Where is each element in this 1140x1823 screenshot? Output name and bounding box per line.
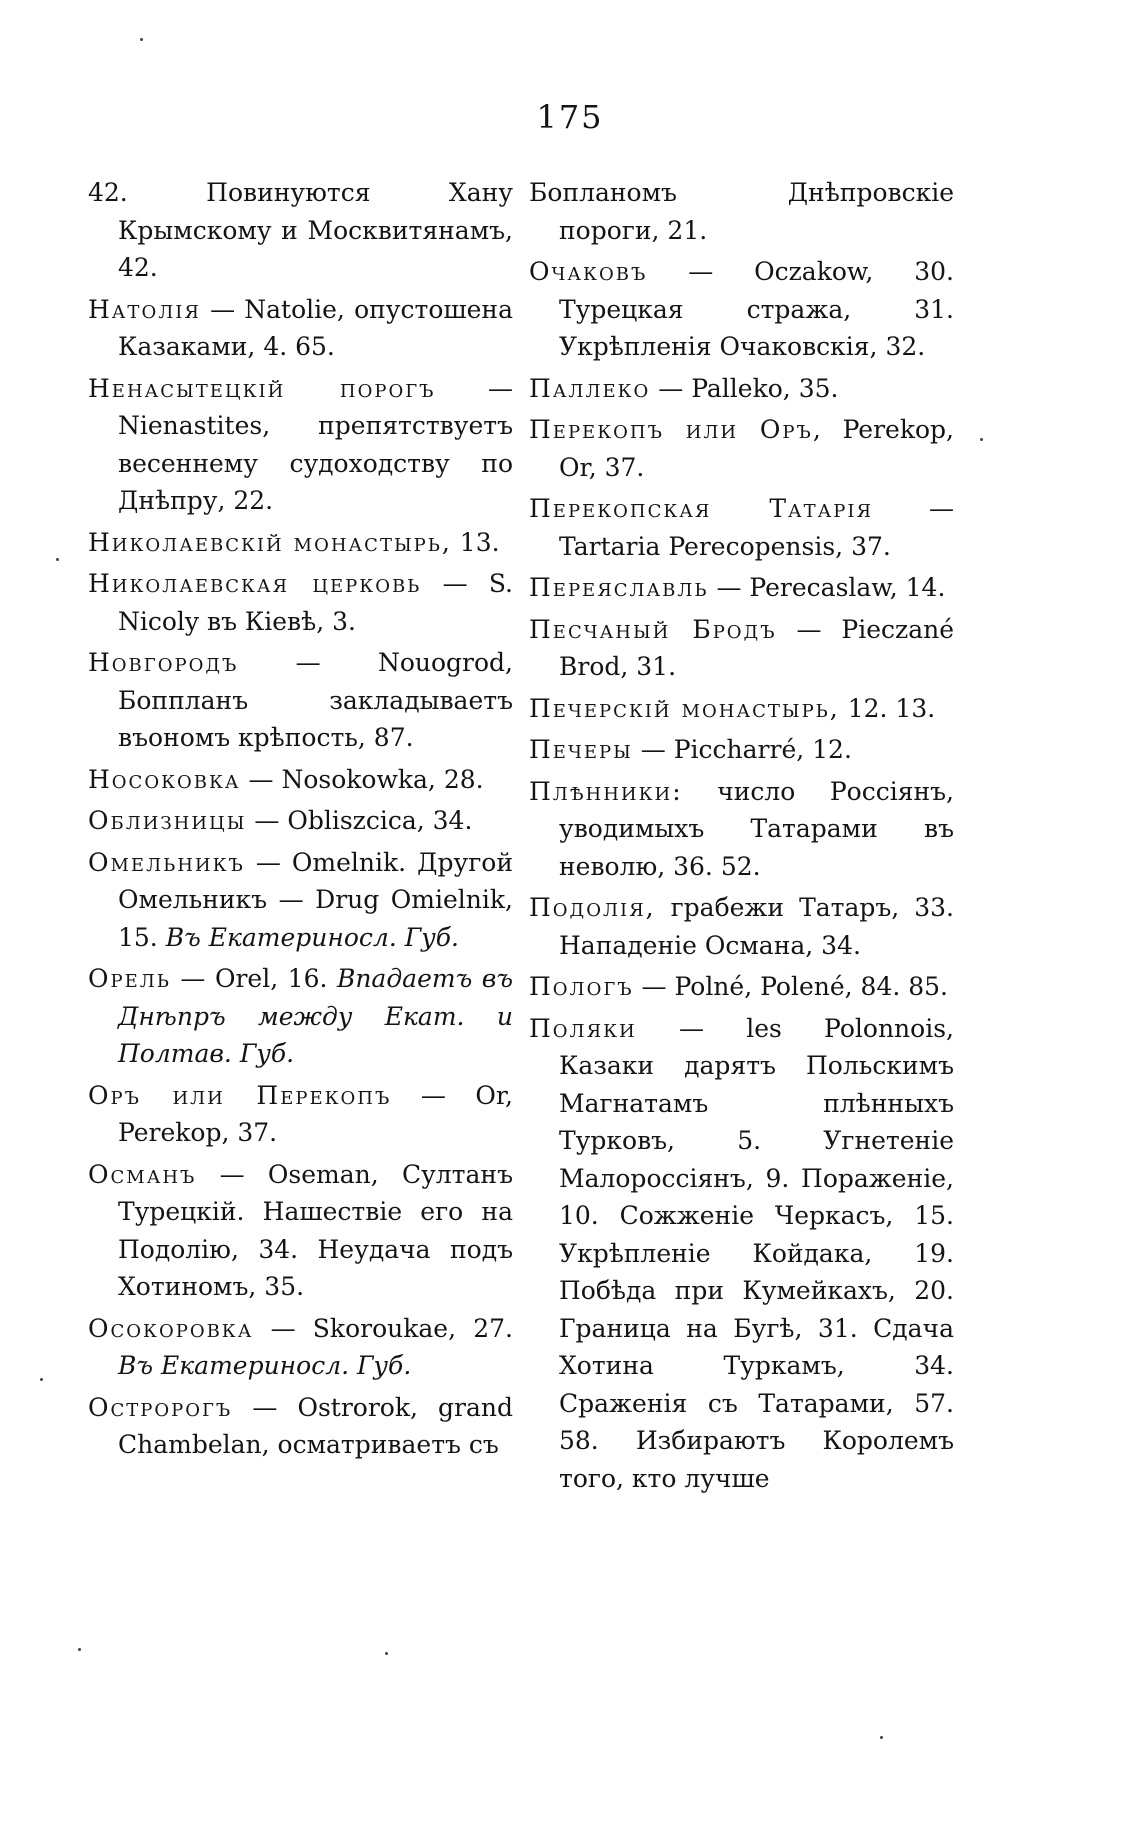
entry-text: — Piccharré, 12. bbox=[632, 735, 852, 764]
index-entry bbox=[88, 174, 513, 287]
index-entry bbox=[529, 174, 954, 249]
entry-headword: Новгородъ bbox=[88, 648, 239, 677]
entry-text: число Россіянъ, уводимыхъ Татарами въ неволю, 36. 52. bbox=[559, 776, 954, 881]
entry-headword: Носоковка bbox=[88, 764, 241, 794]
entry-text: 13. bbox=[451, 527, 500, 557]
entry-text: — Obliszcica, 34. bbox=[246, 806, 473, 835]
entry-text: — Natolie, опустошена Казаками, 4. 65. bbox=[118, 294, 513, 361]
index-entry bbox=[529, 690, 954, 728]
page-number: 175 bbox=[536, 98, 604, 136]
index-entry bbox=[529, 773, 954, 886]
index-entry bbox=[529, 611, 954, 686]
entry-text: — Nouogrod, Боппланъ закладываетъ въономъ крѣпость, 87. bbox=[118, 648, 513, 752]
entry-headword: Плѣнники: bbox=[529, 776, 683, 806]
entry-headword: Песчаный Бродъ bbox=[529, 614, 777, 644]
entry-text: Perekop, Or, 37. bbox=[559, 415, 954, 482]
scan-speck bbox=[880, 1736, 883, 1739]
index-entry bbox=[88, 1077, 513, 1152]
scan-speck bbox=[40, 1378, 43, 1381]
entry-headword: Омельникъ bbox=[88, 847, 245, 877]
index-entry bbox=[88, 1389, 513, 1464]
scan-speck bbox=[140, 38, 143, 41]
entry-headword: Поляки bbox=[529, 1013, 637, 1043]
index-entry bbox=[529, 411, 954, 486]
scan-speck bbox=[78, 1648, 81, 1651]
entry-headword: Печерскій монастырь, bbox=[529, 693, 840, 723]
index-entry bbox=[88, 524, 513, 562]
index-entry bbox=[88, 761, 513, 799]
entry-text: — S. Nicoly въ Кіевѣ, 3. bbox=[118, 569, 513, 636]
index-entry bbox=[88, 291, 513, 366]
scan-speck bbox=[385, 1652, 388, 1655]
entry-headword: Натолія bbox=[88, 294, 201, 324]
entry-headword: Печеры bbox=[529, 735, 633, 764]
entry-text: — Ostrorok, grand Chambelan, осматриваетъ съ bbox=[118, 1392, 513, 1459]
scan-speck bbox=[56, 558, 59, 561]
index-entry bbox=[88, 1310, 513, 1385]
scan-speck bbox=[980, 438, 983, 441]
entry-headword: Пологъ bbox=[529, 972, 634, 1001]
entry-headword: Османъ bbox=[88, 1159, 197, 1189]
index-entry bbox=[529, 370, 954, 408]
entry-text: — Pieczané Brod, 31. bbox=[559, 614, 954, 681]
entry-headword: Осокоровка bbox=[88, 1313, 254, 1343]
entry-headword: Переяславль bbox=[529, 573, 709, 602]
index-entry bbox=[88, 1156, 513, 1306]
index-entry bbox=[529, 569, 954, 607]
entry-text: — Perecaslaw, 14. bbox=[708, 573, 946, 602]
entry-text: — Skoroukae, 27. bbox=[253, 1313, 513, 1343]
entry-text: 12. 13. bbox=[839, 693, 936, 723]
entry-headword: Николаевскій монастырь, bbox=[88, 527, 452, 557]
entry-headword: Паллеко bbox=[529, 373, 651, 403]
index-entry bbox=[88, 565, 513, 640]
entry-text: — Oseman, Султанъ Турецкій. Нашествіе его на Подолію, 34. Неудача подъ Хотиномъ, 35. bbox=[118, 1159, 513, 1301]
entry-text: — Or, Perekop, 37. bbox=[118, 1080, 514, 1147]
entry-text: — Orel, 16. bbox=[170, 964, 328, 993]
entry-headword: Перекопская Татарія bbox=[529, 494, 874, 523]
index-column-left bbox=[88, 174, 513, 1468]
index-entry bbox=[529, 731, 954, 769]
entry-headword: Николаевская церковь bbox=[88, 569, 422, 598]
entry-headword: Ненасытецкій порогъ bbox=[88, 373, 436, 403]
entry-text: Бопланомъ Днѣпровскіе пороги, 21. bbox=[529, 178, 954, 245]
entry-italic-note: Въ Екатериносл. Губ. bbox=[118, 1351, 412, 1380]
index-column-right bbox=[529, 174, 954, 1501]
index-entry bbox=[88, 844, 513, 957]
entry-italic-note: Впадаетъ въ Днѣпръ между Екат. и Полтав. Губ. bbox=[118, 964, 513, 1068]
entry-text: — Polné, Polené, 84. 85. bbox=[633, 972, 949, 1001]
entry-italic-note: Въ Екатериносл. Губ. bbox=[157, 922, 459, 952]
entry-text: — Nienastites, препятствуетъ весеннему судоходству по Днѣпру, 22. bbox=[118, 373, 513, 515]
index-entry bbox=[88, 644, 513, 757]
entry-text: — Palleko, 35. bbox=[650, 373, 839, 403]
index-entry bbox=[88, 802, 513, 840]
index-entry bbox=[88, 370, 513, 520]
entry-headword: Облизницы bbox=[88, 806, 247, 835]
entry-headword: Очаковъ bbox=[529, 257, 648, 286]
index-entry bbox=[529, 889, 954, 964]
entry-text: — les Polonnois, Казаки дарятъ Польскимъ Магнатамъ плѣнныхъ Турковъ, 5. Угнетеніе Малороссіянъ, 9. Пораженіе, 10. Сожженіе Черкасъ, 15. Укрѣпленіе Койдака, 19. Побѣда при Кумейкахъ, 20. Граница на Бугѣ, 31. Сдача Хотина Туркамъ, 34. Сраженія съ Татарами, 57. 58. Избираютъ Королемъ того, кто лучше bbox=[559, 1013, 954, 1493]
entry-text: — Omelnik. Другой Омельникъ — Drug Omielnik, 15. bbox=[118, 847, 513, 952]
entry-headword: Орель bbox=[88, 964, 171, 993]
entry-headword: Остророгъ bbox=[88, 1392, 233, 1422]
index-entry bbox=[529, 490, 954, 565]
entry-text: грабежи Татаръ, 33. Нападеніе Османа, 34. bbox=[559, 893, 954, 960]
entry-text: 42. Повинуются Хану Крымскому и Москвитянамъ, 42. bbox=[88, 178, 513, 282]
index-entry bbox=[529, 1010, 954, 1498]
index-entry bbox=[88, 960, 513, 1073]
entry-text: — Tartaria Perecopensis, 37. bbox=[559, 494, 954, 561]
index-entry bbox=[529, 253, 954, 366]
entry-headword: Подолія, bbox=[529, 893, 656, 922]
entry-headword: Перекопъ или Оръ, bbox=[529, 415, 823, 444]
entry-text: — Oczakow, 30. Турецкая стража, 31. Укрѣпленія Очаковскія, 32. bbox=[559, 257, 954, 361]
entry-text: — Nosokowka, 28. bbox=[240, 764, 484, 794]
index-entry bbox=[529, 968, 954, 1006]
entry-headword: Оръ или Перекопъ bbox=[88, 1080, 392, 1110]
